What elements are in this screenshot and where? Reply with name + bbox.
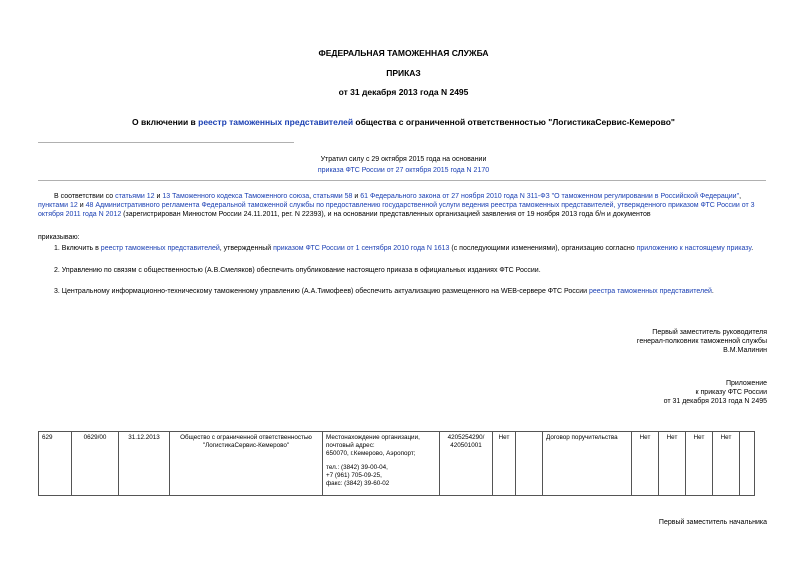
cell-c3: Нет xyxy=(632,432,659,496)
cell-address xyxy=(323,432,440,496)
table-row xyxy=(39,432,755,496)
order-item-2: 2. Управлению по связям с общественностью (А.В.Смеляков) обеспечить опубликование настоящего приказа в официальных изданиях ФТС России. xyxy=(54,267,541,274)
preamble-link-federal-law[interactable]: 61 Федерального закона от 27 ноября 2010 года N 311-ФЗ "О таможенном регулировании в Российской Федерации" xyxy=(360,193,740,200)
cell-c6: Нет xyxy=(713,432,740,496)
appendix-ref: к приказу ФТС России xyxy=(695,389,767,396)
item-text: 3. Центральному информационно-техническому таможенному управлению (А.А.Тимофеев) обеспечить актуализацию размещенного на WEB-сервере ФТС России xyxy=(54,288,590,295)
inn-value: 4205254290/ xyxy=(447,434,485,441)
title-text-pre: О включении в xyxy=(132,117,199,127)
item1-registry-link[interactable]: реестр таможенных представителей xyxy=(100,245,220,252)
preamble-text: В соответствии со xyxy=(54,193,116,200)
order-word: приказываю: xyxy=(38,234,80,241)
doc-type: ПРИКАЗ xyxy=(386,68,421,78)
appendix-table xyxy=(38,431,755,496)
preamble-text: , xyxy=(309,193,313,200)
preamble-text: и xyxy=(77,202,86,209)
fax-line: факс: (3842) 39-60-02 xyxy=(326,480,390,487)
divider-top xyxy=(38,142,294,143)
cell-date: 31.12.2013 xyxy=(119,432,170,496)
preamble-link-regulation[interactable]: 48 Административного регламента Федеральной таможенной службы по предоставлению государственной услуги ведения реестра таможенных представителей, утвержденного приказом ФТС России от 3 октября 2011 года N 2012 xyxy=(38,202,755,218)
item3-registry-link[interactable]: реестра таможенных представителей xyxy=(589,288,712,295)
doc-date: от 31 декабря 2013 года N 2495 xyxy=(338,87,469,97)
item1-order-link[interactable]: приказом ФТС России от 1 сентября 2010 года N 1613 xyxy=(273,245,450,252)
address-line: почтовый адрес: xyxy=(326,442,375,449)
preamble-text: и xyxy=(154,193,163,200)
item-text: 1. Включить в xyxy=(54,245,101,252)
mobile-line: +7 (961) 705-09-25, xyxy=(326,472,382,479)
preamble xyxy=(38,192,768,219)
preamble-link-art58[interactable]: статьями 58 xyxy=(312,193,353,200)
signature-name: В.М.Малинин xyxy=(723,347,767,354)
doc-title xyxy=(0,117,807,127)
cell-c7 xyxy=(740,432,755,496)
cell-contract: Договор поручительства xyxy=(543,432,632,496)
appendix-header xyxy=(664,379,767,406)
cell-org-name: Общество с ограниченной ответственностью "ЛогистикаСервис-Кемерово" xyxy=(170,432,323,496)
preamble-text: (зарегистрирован Минюстом России 24.11.2011, рег. N 22393), и на основании представленных организацией заявления от 19 ноября 2013 года б/н и документов xyxy=(121,211,651,218)
signature-position: Первый заместитель руководителя xyxy=(652,329,767,336)
title-registry-link[interactable]: реестр таможенных представителей xyxy=(198,117,354,127)
address-line: Местонахождение организации, xyxy=(326,434,420,441)
order-item-3 xyxy=(54,287,768,296)
preamble-text: и xyxy=(352,193,361,200)
order-item-1 xyxy=(54,244,768,253)
preamble-link-p12[interactable]: пунктами 12 xyxy=(38,202,78,209)
signature-block xyxy=(637,328,767,355)
item-text: . xyxy=(711,288,714,295)
title-text-post: общества с ограниченной ответственностью "ЛогистикаСервис-Кемерово" xyxy=(353,117,675,127)
cell-num: 629 xyxy=(39,432,72,496)
phone-line: тел.: (3842) 39-00-04, xyxy=(326,464,388,471)
appendix-date: от 31 декабря 2013 года N 2495 xyxy=(663,398,767,405)
item-text: . xyxy=(751,245,754,252)
status-repeal-link[interactable]: приказа ФТС России от 27 октября 2015 года N 2170 xyxy=(317,167,490,174)
cell-c5: Нет xyxy=(686,432,713,496)
footer-signature: Первый заместитель начальника xyxy=(658,519,767,526)
cell-c2 xyxy=(516,432,543,496)
preamble-link-art12[interactable]: статьями 12 xyxy=(115,193,155,200)
cell-inn-kpp xyxy=(440,432,493,496)
cell-reg: 0629/00 xyxy=(72,432,119,496)
item-text: (с последующими изменениями), организацию согласно xyxy=(449,245,637,252)
signature-rank: генерал-полковник таможенной службы xyxy=(636,338,767,345)
preamble-link-customs-code[interactable]: 13 Таможенного кодекса Таможенного союза xyxy=(162,193,310,200)
status-note: Утратил силу с 29 октября 2015 года на основании xyxy=(320,156,487,163)
appendix-label: Приложение xyxy=(725,380,767,387)
preamble-text: , xyxy=(739,193,742,200)
item1-appendix-link[interactable]: приложению к настоящему приказу xyxy=(636,245,752,252)
kpp-value: 420501001 xyxy=(450,442,482,449)
address-line: 650070, г.Кемерово, Аэропорт; xyxy=(326,450,416,457)
item-text: , утвержденный xyxy=(219,245,274,252)
cell-c4: Нет xyxy=(659,432,686,496)
org-heading: ФЕДЕРАЛЬНАЯ ТАМОЖЕННАЯ СЛУЖБА xyxy=(318,48,489,58)
cell-c1: Нет xyxy=(493,432,516,496)
divider-bottom xyxy=(38,180,766,181)
